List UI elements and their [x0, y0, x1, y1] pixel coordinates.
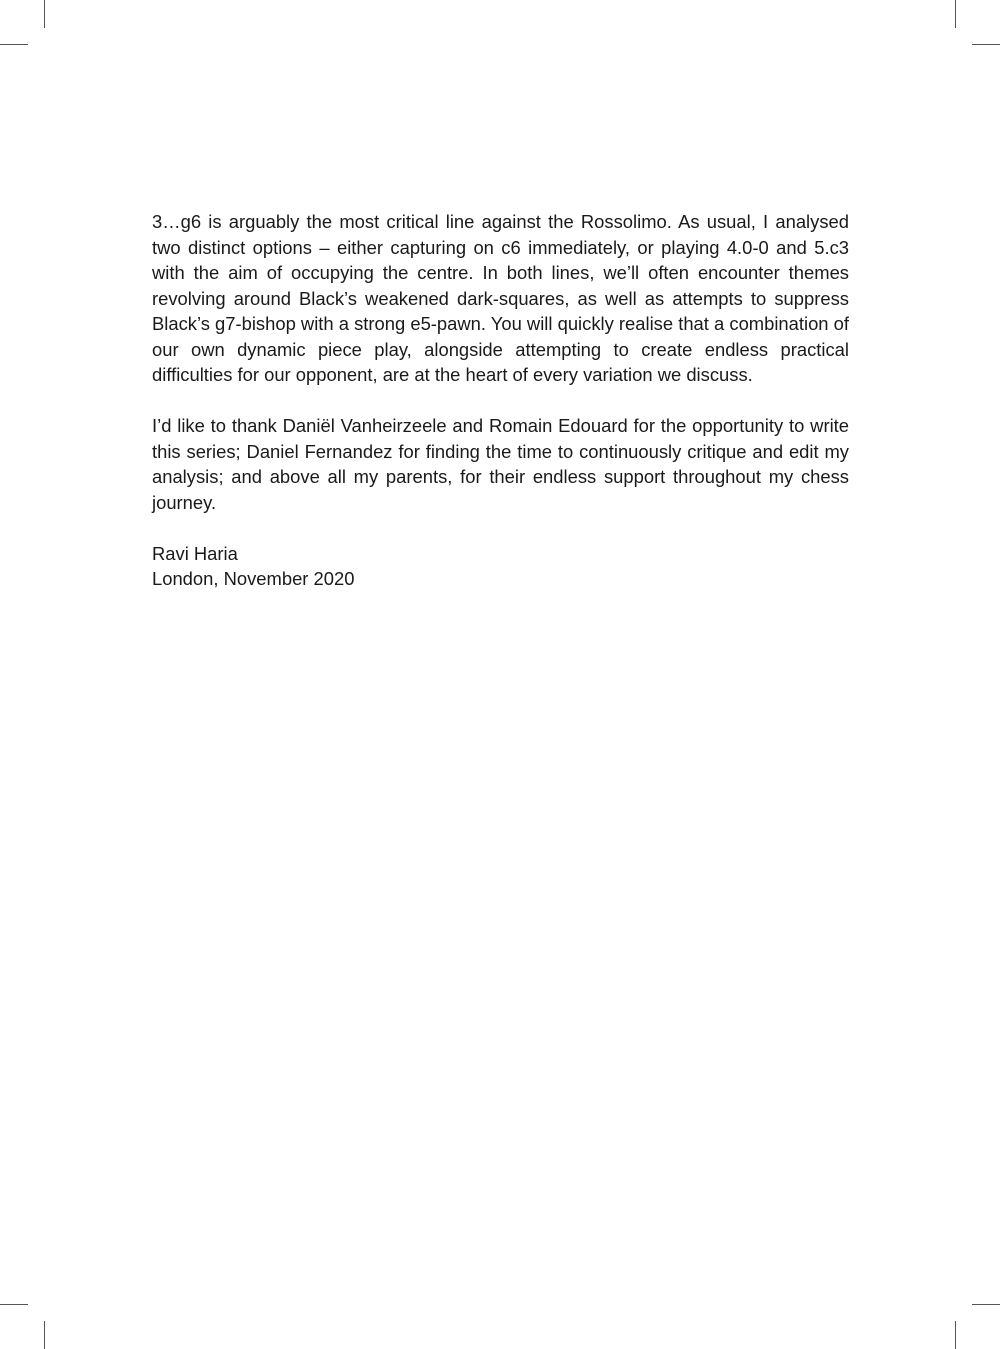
intro-paragraph: 3…g6 is arguably the most critical line against the Rossolimo. As usual, I analysed two distinct options – either capturing on c6 immediately, or playing 4.0-0 and 5.c3 with the aim of occupying the centre. In both lines, we’ll often encounter themes revolving around Black’s weakened dark-squares, as well as attempts to suppress Black’s g7-bishop with a strong e5-pawn. You will quickly realise that a combination of our own dynamic piece play, alongside attempting to create endless practical difficulties for our opponent, are at the heart of every variation we discuss. [152, 211, 849, 385]
crop-mark-top-left-vertical [44, 0, 45, 28]
crop-mark-bottom-right-horizontal [972, 1304, 1000, 1305]
crop-mark-bottom-left-vertical [44, 1321, 45, 1349]
acknowledgements-paragraph: I’d like to thank Daniël Vanheirzeele and Romain Edouard for the opportunity to write this series; Daniel Fernandez for finding the time to continuously critique and edit my analysis; and above all my parents, for their endless support throughout my chess journey. [152, 415, 849, 513]
crop-mark-top-left-horizontal [0, 44, 28, 45]
author-name: Ravi Haria [152, 542, 238, 564]
crop-mark-bottom-right-vertical [955, 1321, 956, 1349]
signature [152, 541, 849, 592]
crop-mark-top-right-horizontal [972, 44, 1000, 45]
crop-mark-top-right-vertical [955, 0, 956, 28]
crop-mark-bottom-left-horizontal [0, 1304, 28, 1305]
page-body [152, 209, 849, 592]
place-date: London, November 2020 [152, 568, 355, 589]
